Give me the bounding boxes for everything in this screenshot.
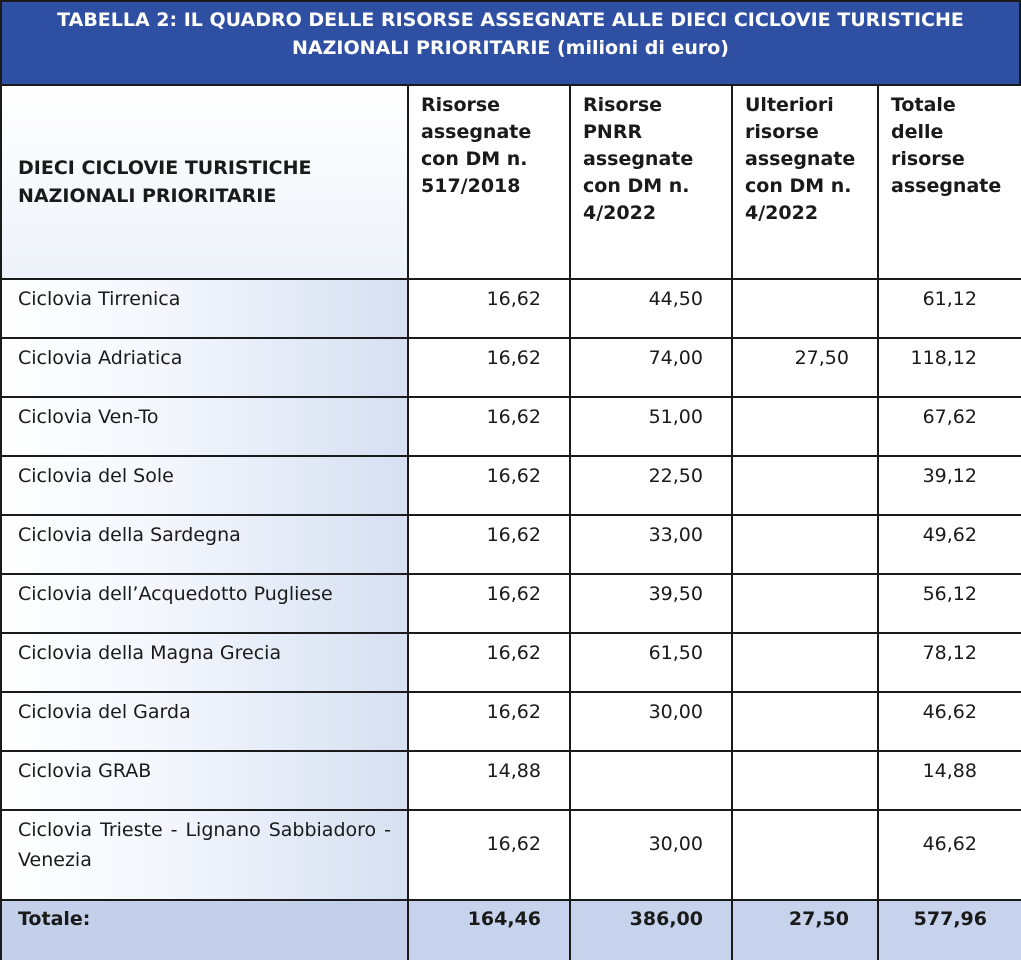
table-title-line1: TABELLA 2: IL QUADRO DELLE RISORSE ASSEGNATE ALLE DIECI CICLOVIE TURISTICHE xyxy=(57,9,964,31)
value-dm517: 16,62 xyxy=(408,515,570,574)
header-text: risorse xyxy=(745,121,819,143)
header-text: NAZIONALI PRIORITARIE xyxy=(18,185,277,207)
cycleway-name: Ciclovia Trieste - Lignano Sabbiadoro - Venezia xyxy=(1,810,408,900)
cycleway-name: Ciclovia Adriatica xyxy=(1,338,408,397)
value-pnrr: 33,00 xyxy=(570,515,732,574)
value-ulteriori xyxy=(732,515,878,574)
value-pnrr: 39,50 xyxy=(570,574,732,633)
header-text: risorse xyxy=(891,148,965,170)
total-label: Totale: xyxy=(1,900,408,960)
table-row xyxy=(1,338,1021,397)
value-totale: 78,12 xyxy=(878,633,1021,692)
value-dm517: 16,62 xyxy=(408,692,570,751)
header-text: assegnate xyxy=(891,175,1002,197)
value-totale: 67,62 xyxy=(878,397,1021,456)
value-dm517: 16,62 xyxy=(408,456,570,515)
header-text: Risorse xyxy=(583,94,663,116)
value-pnrr: 22,50 xyxy=(570,456,732,515)
table-row xyxy=(1,692,1021,751)
value-dm517: 14,88 xyxy=(408,751,570,810)
value-ulteriori xyxy=(732,397,878,456)
total-row xyxy=(1,900,1021,960)
header-text: 517/2018 xyxy=(421,175,521,197)
header-text: Ulteriori xyxy=(745,94,834,116)
header-dm517 xyxy=(408,85,570,279)
table-row xyxy=(1,633,1021,692)
cycleway-name: Ciclovia Tirrenica xyxy=(1,279,408,338)
value-totale: 46,62 xyxy=(878,810,1021,900)
value-dm517: 16,62 xyxy=(408,279,570,338)
total-ulteriori: 27,50 xyxy=(732,900,878,960)
value-dm517: 16,62 xyxy=(408,338,570,397)
value-ulteriori: 27,50 xyxy=(732,338,878,397)
cycleway-name: Ciclovia del Sole xyxy=(1,456,408,515)
value-ulteriori xyxy=(732,810,878,900)
value-ulteriori xyxy=(732,633,878,692)
header-totale xyxy=(878,85,1021,279)
value-totale: 14,88 xyxy=(878,751,1021,810)
header-ulteriori xyxy=(732,85,878,279)
value-totale: 61,12 xyxy=(878,279,1021,338)
value-pnrr xyxy=(570,751,732,810)
header-text: con DM n. xyxy=(745,175,852,197)
header-text: DIECI CICLOVIE TURISTICHE xyxy=(18,157,312,179)
table-title-line2: NAZIONALI PRIORITARIE (milioni di euro) xyxy=(292,37,729,59)
value-totale: 46,62 xyxy=(878,692,1021,751)
value-dm517: 16,62 xyxy=(408,810,570,900)
value-pnrr: 61,50 xyxy=(570,633,732,692)
value-pnrr: 74,00 xyxy=(570,338,732,397)
header-pnrr xyxy=(570,85,732,279)
total-pnrr: 386,00 xyxy=(570,900,732,960)
value-ulteriori xyxy=(732,692,878,751)
cycleway-name: Ciclovia del Garda xyxy=(1,692,408,751)
cycleway-name: Ciclovia dell’Acquedotto Pugliese xyxy=(1,574,408,633)
value-pnrr: 51,00 xyxy=(570,397,732,456)
header-cycleways xyxy=(1,85,408,279)
table-row xyxy=(1,279,1021,338)
header-text: assegnate xyxy=(745,148,856,170)
cycleway-name: Ciclovia GRAB xyxy=(1,751,408,810)
value-dm517: 16,62 xyxy=(408,633,570,692)
value-pnrr: 30,00 xyxy=(570,692,732,751)
header-text: 4/2022 xyxy=(745,202,819,224)
value-dm517: 16,62 xyxy=(408,397,570,456)
value-pnrr: 30,00 xyxy=(570,810,732,900)
header-text: delle xyxy=(891,121,944,143)
header-text: assegnate xyxy=(421,121,532,143)
value-ulteriori xyxy=(732,456,878,515)
value-dm517: 16,62 xyxy=(408,574,570,633)
value-ulteriori xyxy=(732,574,878,633)
header-text: 4/2022 xyxy=(583,202,657,224)
resources-table xyxy=(0,84,1021,960)
table-row xyxy=(1,574,1021,633)
cycleway-name: Ciclovia della Magna Grecia xyxy=(1,633,408,692)
value-totale: 118,12 xyxy=(878,338,1021,397)
table-title xyxy=(0,0,1021,86)
header-text: PNRR xyxy=(583,121,643,143)
table-row xyxy=(1,751,1021,810)
header-text: assegnate xyxy=(583,148,694,170)
table-row xyxy=(1,810,1021,900)
header-row xyxy=(1,85,1021,279)
header-text: Totale xyxy=(891,94,956,116)
cycleway-name: Ciclovia Ven-To xyxy=(1,397,408,456)
table-row xyxy=(1,456,1021,515)
header-text: con DM n. xyxy=(583,175,690,197)
value-pnrr: 44,50 xyxy=(570,279,732,338)
total-dm517: 164,46 xyxy=(408,900,570,960)
value-totale: 56,12 xyxy=(878,574,1021,633)
value-ulteriori xyxy=(732,279,878,338)
table-row xyxy=(1,515,1021,574)
cycleway-name: Ciclovia della Sardegna xyxy=(1,515,408,574)
total-totale: 577,96 xyxy=(878,900,1021,960)
header-text: con DM n. xyxy=(421,148,528,170)
table-row xyxy=(1,397,1021,456)
value-totale: 49,62 xyxy=(878,515,1021,574)
value-totale: 39,12 xyxy=(878,456,1021,515)
header-text: Risorse xyxy=(421,94,501,116)
value-ulteriori xyxy=(732,751,878,810)
